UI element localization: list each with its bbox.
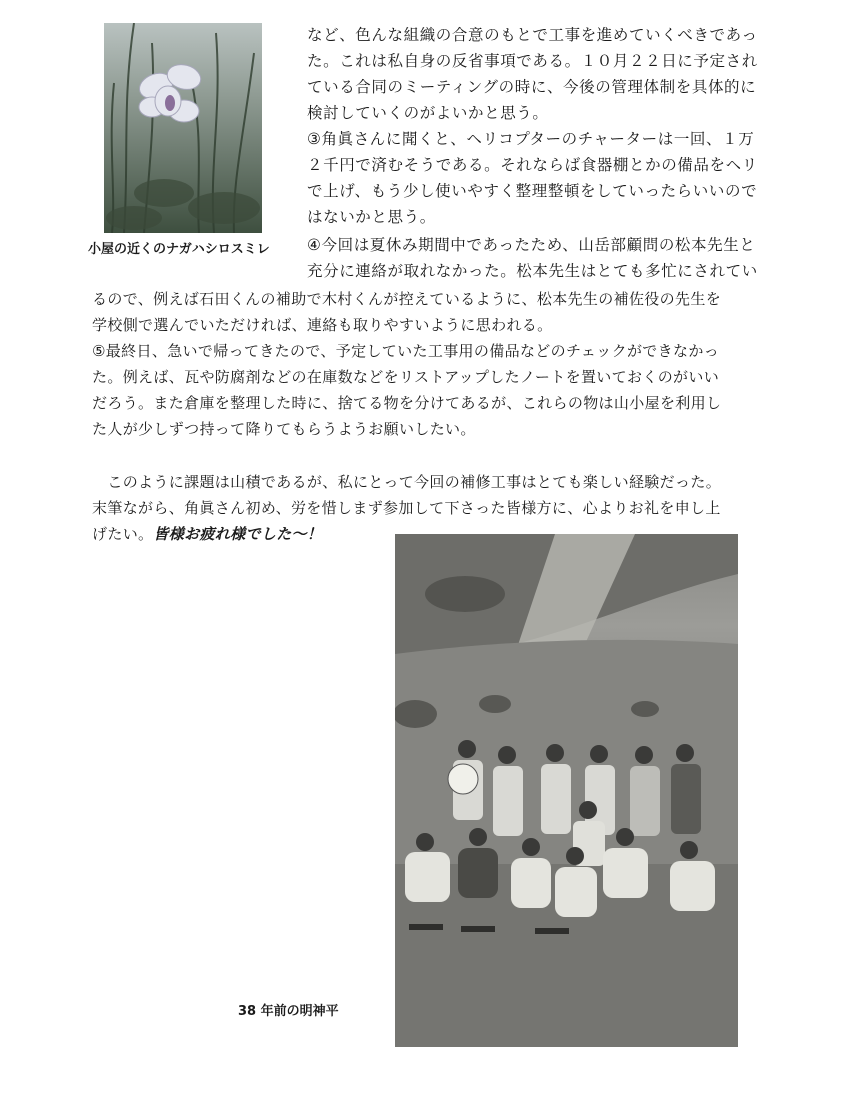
group-photo [395,534,738,1047]
flower-photo [104,23,262,233]
closing-emphasis: 皆様お疲れ様でした～！ [153,525,323,543]
paragraph-line: 検討していくのがよいかと思う。 [307,104,549,122]
flower-photo-image [104,23,262,233]
paragraph-line: 充分に連絡が取れなかった。松本先生はとても多忙にされてい [307,262,758,280]
paragraph-line: だろう。また倉庫を整理した時に、捨てる物を分けてあるが、これらの物は山小屋を利用し [92,394,722,412]
paragraph-line: はないかと思う。 [307,208,436,226]
paragraph-line: た人が少しずつ持って降りてもらうようお願いしたい。 [92,420,476,438]
closing-line-text: げたい。 [92,525,154,543]
closing-line: 末筆ながら、角眞さん初め、労を惜しまず参加して下さった皆様方に、心よりお礼を申し上 [92,499,721,517]
paragraph-line: た。例えば、瓦や防腐剤などの在庫数などをリストアップしたノートを置いておくのがいい [92,368,720,386]
paragraph-line: ④今回は夏休み期間中であったため、山岳部顧問の松本先生と [307,236,756,254]
group-photo-caption: 38 年前の明神平 [238,1004,339,1019]
group-photo-image [395,534,738,1047]
flower-photo-caption: 小屋の近くのナガハシロスミレ [88,242,270,257]
paragraph-line: ている合同のミーティングの時に、今後の管理体制を具体的に [307,78,757,96]
paragraph-line: など、色んな組織の合意のもとで工事を進めていくべきであっ [307,26,758,44]
paragraph-line: ⑤最終日、急いで帰ってきたので、予定していた工事用の備品などのチェックができなかっ [92,342,720,360]
paragraph-line: 学校側で選んでいただければ、連絡も取りやすいように思われる。 [92,316,553,334]
paragraph-line: た。これは私自身の反省事項である。１０月２２日に予定され [307,52,758,70]
paragraph-line: ２千円で済むそうである。それならば食器棚とかの備品をヘリ [307,156,758,174]
closing-line [92,524,322,544]
paragraph-line: ③角眞さんに聞くと、ヘリコプターのチャーターは一回、１万 [307,130,755,148]
paragraph-line: るので、例えば石田くんの補助で木村くんが控えているように、松本先生の補佐役の先生を [92,290,722,308]
paragraph-line: で上げ、もう少し使いやすく整理整頓をしていったらいいので [307,182,758,200]
closing-line: このように課題は山積であるが、私にとって今回の補修工事はとても楽しい経験だった。 [92,473,722,491]
